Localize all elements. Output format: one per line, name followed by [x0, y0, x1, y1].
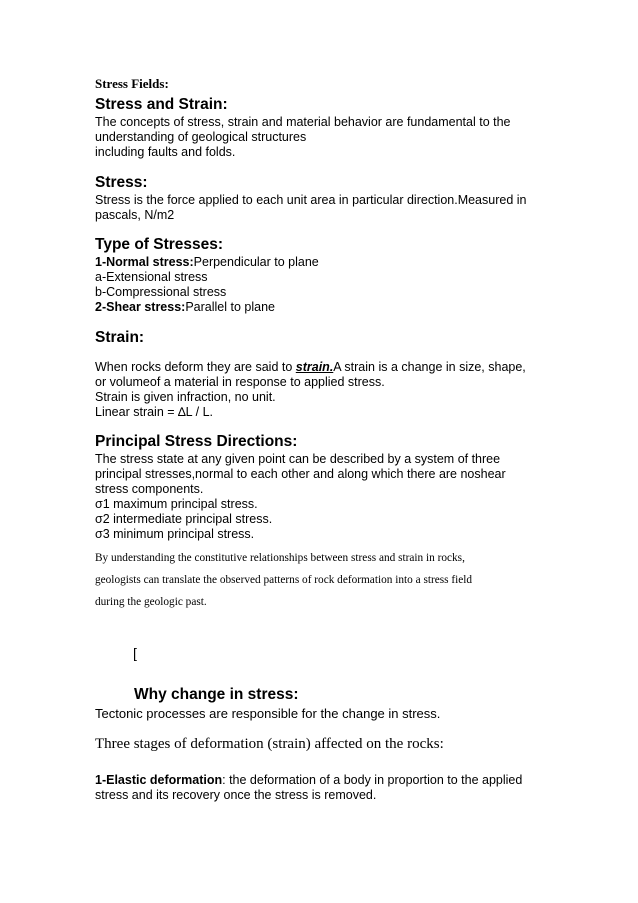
heading-why-change-in-stress: Why change in stress:	[134, 686, 299, 703]
paragraph-line: understanding of geological structures	[95, 130, 307, 144]
heading-type-of-stresses: Type of Stresses:	[95, 236, 224, 253]
elastic-line-2: stress and its recovery once the stress is removed.	[95, 788, 377, 802]
strain-text-a: When rocks deform they are said to	[95, 360, 296, 374]
stray-bracket: [	[133, 645, 137, 661]
paragraph-line: principal stresses,normal to each other and along which there are noshear	[95, 467, 506, 481]
paragraph-line: during the geologic past.	[95, 596, 207, 608]
heading-stress: Stress:	[95, 174, 148, 191]
heading-strain: Strain:	[95, 329, 145, 346]
paragraph-line: geologists can translate the observed patterns of rock deformation into a stress field	[95, 574, 473, 586]
compressional-stress-line: b-Compressional stress	[95, 285, 227, 299]
paragraph-line: The concepts of stress, strain and material behavior are fundamental to the	[95, 115, 511, 129]
sigma3-line: σ3 minimum principal stress.	[95, 527, 255, 541]
paragraph-line: By understanding the constitutive relationships between stress and strain in rocks,	[95, 552, 465, 564]
shear-stress-line	[95, 300, 275, 315]
paragraph-line: Tectonic processes are responsible for the change in stress.	[95, 706, 441, 721]
shear-stress-text: Parallel to plane	[185, 300, 275, 314]
extensional-stress-line: a-Extensional stress	[95, 270, 208, 284]
paragraph-line: Stress is the force applied to each unit area in particular direction.Measured in	[95, 193, 527, 207]
strain-emphasis: strain.	[295, 360, 334, 374]
strain-line-4: Linear strain = ∆L / L.	[95, 405, 214, 419]
elastic-line-1	[95, 773, 522, 788]
shear-stress-label: 2-Shear stress:	[95, 300, 186, 314]
elastic-label: 1-Elastic deformation	[95, 773, 223, 787]
heading-three-stages: Three stages of deformation (strain) affected on the rocks:	[95, 736, 444, 752]
strain-line-3: Strain is given infraction, no unit.	[95, 390, 276, 404]
normal-stress-line	[95, 255, 319, 270]
strain-line-2: or volumeof a material in response to applied stress.	[95, 375, 385, 389]
elastic-text: : the deformation of a body in proportion to the applied	[222, 773, 523, 787]
paragraph-line: The stress state at any given point can be described by a system of three	[95, 452, 501, 466]
sigma2-line: σ2 intermediate principal stress.	[95, 512, 273, 526]
heading-stress-and-strain: Stress and Strain:	[95, 96, 228, 113]
paragraph-line: stress components.	[95, 482, 204, 496]
normal-stress-text: Perpendicular to plane	[193, 255, 319, 269]
paragraph-line: including faults and folds.	[95, 145, 236, 159]
paragraph-line: pascals, N/m2	[95, 208, 175, 222]
normal-stress-label: 1-Normal stress:	[95, 255, 194, 269]
sigma1-line: σ1 maximum principal stress.	[95, 497, 258, 511]
strain-line-1	[95, 360, 526, 375]
heading-principal-stress-directions: Principal Stress Directions:	[95, 433, 298, 450]
doc-title: Stress Fields:	[95, 76, 169, 91]
strain-text-c: A strain is a change in size, shape,	[333, 360, 526, 374]
